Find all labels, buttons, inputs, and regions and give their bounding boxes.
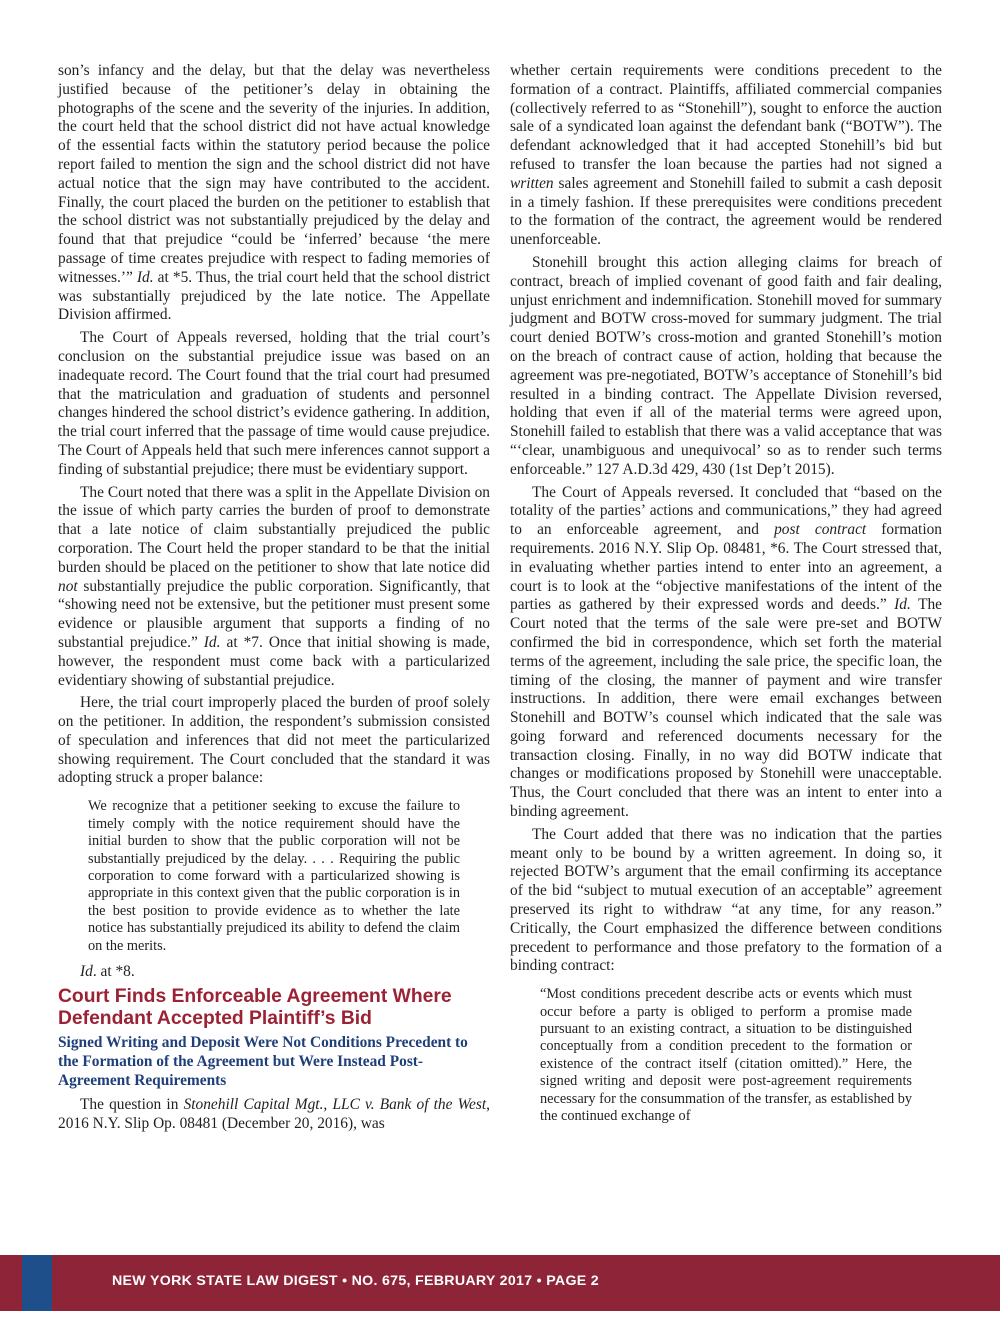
paragraph: The Court added that there was no indication that the parties meant only to be bound by a written agreement. In doing so, it rejected BOTW’s argument that the email confirming its acceptance of the bid “subject to mutual execution of an acceptable” agreement preserved its right to withdraw “at any time, for any reason.” Critically, the Court emphasized the difference between conditions precedent to performance and those prefatory to the formation of a binding contract:	[510, 825, 942, 975]
left-column	[58, 62, 490, 1137]
footer-text: NEW YORK STATE LAW DIGEST • NO. 675, FEBRUARY 2017 • PAGE 2	[112, 1273, 599, 1289]
paragraph-text: The Court noted that the terms of the sale were pre-set and BOTW confirmed the bid in correspondence, which set forth the material terms of the agreement, including the sale price, the specific loan, the timing of the closing, the manner of payment and wire transfer instructions. In addition, there were email exchanges between Stonehill and BOTW’s counsel which indicated that the sale was going forward and referenced documents necessary for the transaction closing. Finally, in no way did BOTW indicate that changes or modifications proposed by Stonehill were unacceptable. Thus, the Court concluded that there was an intent to enter into a binding agreement.	[510, 596, 942, 821]
footer-accent-tab	[22, 1255, 52, 1311]
case-name: Stonehill Capital Mgt., LLC v. Bank of the West	[183, 1095, 487, 1113]
block-quote	[540, 986, 912, 1125]
paragraph-text: substantially prejudice the public corporation. Significantly, that “showing need not be extensive, but the petitioner must present some evidence or plausible argument that supports a finding of no substantial prejudice.”	[58, 577, 490, 651]
article-subheading: Signed Writing and Deposit Were Not Conditions Precedent to the Formation of the Agreement but Were Instead Post-Agreement Requirements	[58, 1033, 468, 1089]
paragraph	[510, 484, 942, 822]
emphasis: post contract	[774, 521, 867, 539]
citation-id: Id.	[203, 633, 221, 651]
paragraph	[510, 62, 942, 250]
footer-bar	[0, 1255, 1000, 1311]
citation-id: Id.	[894, 596, 911, 614]
emphasis: written	[510, 174, 554, 192]
paragraph-text: at *5. Thus, the trial court held that the school district was substantially prejudiced by the late notice. The Appellate Division affirmed.	[58, 268, 490, 324]
paragraph-text: formation requirements. 2016 N.Y. Slip Op. 08481, *6. The Court stressed that, in evaluating whether parties intend to enter into an agreement, a court is to look at the “objective manifestations of the intent of the parties as gathered by their expressed words and deeds.”	[510, 521, 942, 614]
block-quote	[88, 798, 460, 955]
paragraph: Here, the trial court improperly placed the burden of proof solely on the petitioner. In addition, the respondent’s submission consisted of speculation and inferences that did not meet the particularized showing requirement. The Court concluded that the standard it was adopting struck a proper balance:	[58, 694, 490, 787]
paragraph	[58, 1096, 490, 1134]
paragraph	[58, 484, 490, 691]
paragraph-text: son’s infancy and the delay, but that the delay was nevertheless justified because of the petitioner’s delay in obtaining the photographs of the scene and the severity of the injuries. In addition, the court held that the school district did not have actual knowledge of the essential facts within the statutory period because the police report failed to mention the sign and the school district did not have actual notice that the sign may have contributed to the accident. Finally, the court placed the burden on the petitioner to establish that the school district was not substantially prejudiced by the delay and found that that prejudice “could be ‘inferred’ because ‘the mere passage of time creates prejudice with respect to fading memories of witnesses.’”	[58, 62, 490, 286]
paragraph-text: whether certain requirements were conditions precedent to the formation of a contract. Plaintiffs, affiliated commercial companies (collectively referred to as “Stonehill”), sought to enforce the auction sale of a syndicated loan against the defendant bank (“BOTW”). The defendant acknowledged that it had accepted Stonehill’s bid but refused to transfer the loan because the parties had not signed a	[510, 62, 942, 173]
paragraph-text: The Court noted that there was a split in the Appellate Division on the issue of which party carries the burden of proof to demonstrate that a late notice of claim substantially prejudiced the public corporation. The Court held the proper standard to be that the initial burden should be placed on the petitioner to show that late notice did	[58, 483, 490, 576]
paragraph: The Court of Appeals reversed, holding that the trial court’s conclusion on the substantial prejudice issue was based on an inadequate record. The Court found that the trial court had presumed that the matriculation and graduation of students and personnel changes hindered the school district’s evidence gathering. In addition, the trial court inferred that the passage of time would cause prejudice. The Court of Appeals held that such mere inferences cannot support a finding of substantial prejudice; there must be evidentiary support.	[58, 329, 490, 478]
right-column	[510, 62, 942, 1134]
article-heading: Court Finds Enforceable Agreement Where Defendant Accepted Plaintiff’s Bid	[58, 985, 452, 1030]
citation	[58, 963, 490, 982]
paragraph-text: , 2016 N.Y. Slip Op. 08481 (December 20, 2016), was	[58, 1095, 490, 1132]
paragraph-text: The question in	[80, 1095, 184, 1113]
emphasis: not	[58, 577, 78, 595]
citation-id: Id	[80, 962, 93, 980]
quote-text: “Most conditions precedent describe acts or events which must occur before a party is obliged to perform a promise made pursuant to an existing contract, a situation to be distinguished conceptually from a condition precedent to the formation or existence of the contract itself (citation omitted).” Here, the signed writing and deposit were post-agreement requirements necessary for the consummation of the transfer, as established by the continued exchange of	[540, 986, 912, 1125]
quote-text: We recognize that a petitioner seeking to excuse the failure to timely comply with the notice requirement should have the initial burden to show that the public corporation will not be substantially prejudiced by the delay. . . . Requiring the public corporation to come forward with a particularized showing is appropriate in this context given that the public corporation is in the best position to provide evidence as to whether the late notice has substantially prejudiced its ability to defend the claim on the merits.	[88, 798, 460, 954]
paragraph-text: The Court of Appeals reversed. It concluded that “based on the totality of the parties’ actions and communications,” they had agreed to an enforceable agreement, and	[510, 483, 942, 539]
paragraph-text: at *7. Once that initial showing is made, however, the respondent must come back with a particularized evidentiary showing of substantial prejudice.	[58, 633, 490, 689]
citation-text: . at *8.	[92, 962, 135, 980]
paragraph-text: sales agreement and Stonehill failed to submit a cash deposit in a timely fashion. If these prerequisites were conditions precedent to the formation of the contract, the agreement would be rendered unenforceable.	[510, 174, 942, 249]
paragraph	[58, 62, 490, 325]
citation-id: Id.	[136, 268, 154, 286]
paragraph: Stonehill brought this action alleging claims for breach of contract, breach of implied covenant of good faith and fair dealing, unjust enrichment and indemnification. Stonehill moved for summary judgment and BOTW cross-moved for summary judgment. The trial court denied BOTW’s cross-motion and granted Stonehill’s motion on the breach of contract cause of action, holding that because the agreement was pre-negotiated, BOTW’s acceptance of Stonehill’s bid resulted in a binding contract. The Appellate Division reversed, holding that even if all of the material terms were agreed upon, Stonehill failed to establish that there was a valid acceptance that was “‘clear, unambiguous and unequivocal’ so as to render such terms enforceable.” 127 A.D.3d 429, 430 (1st Dep’t 2015).	[510, 253, 942, 478]
